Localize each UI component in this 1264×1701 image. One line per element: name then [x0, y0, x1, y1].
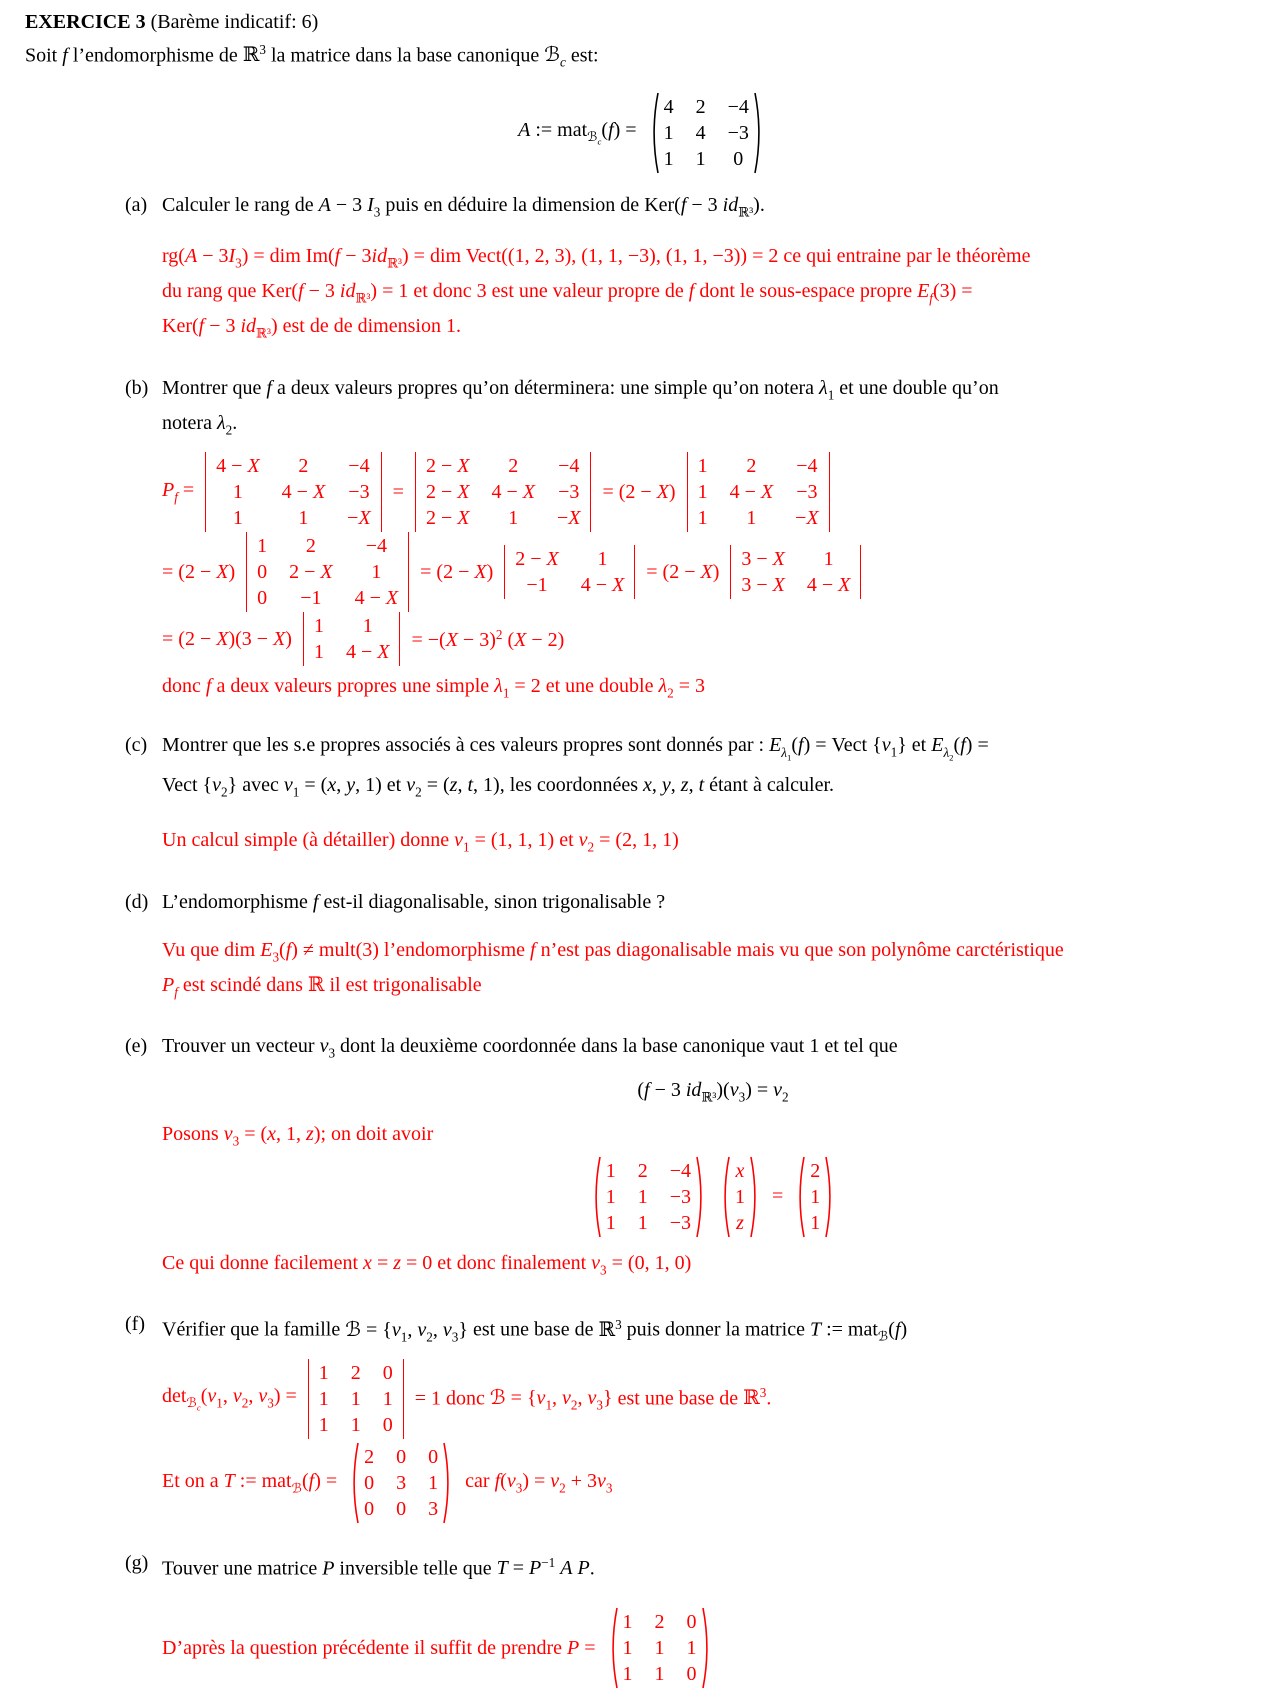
determinant-1: 4 − X 2 −4 1 4 − X −3 1 1 −X — [205, 452, 382, 532]
item-a — [125, 191, 1264, 348]
determinant-2: 2 − X 2 −4 2 − X 4 − X −3 2 − X 1 −X — [415, 452, 592, 532]
determinant-7: 1 1 1 4 − X — [303, 612, 401, 666]
item-a-question: Calculer le rang de A − 3 $I_3$ puis en déduire la dimension de Ker(f − 3 $id_{ℝ^3}$). — [162, 193, 765, 219]
item-d-question: L’endomorphisme f est-il diagonalisable, sinon trigonalisable ? — [162, 890, 666, 913]
item-a-answer-line-2: du rang que Ker(f − 3 $id_{ℝ^3}) = 1$ et donc 3 est une valeur propre de f dont le sous-espace propre $E_f(3)$ = — [162, 280, 973, 306]
item-d-answer-line-2: $P_f$ est scindé dans ℝ il est trigonalisable — [162, 973, 482, 1000]
matrix-t-lhs: Et on a T := mat$_ℬ$(f) = — [162, 1469, 343, 1495]
det-lhs: $\det_{ℬ_c}(v_1$, $v_2$, $v_3$) = — [162, 1384, 302, 1413]
determinant-3: 1 2 −4 1 4 − X −3 1 1 −X — [687, 452, 830, 532]
item-b-question-line-1: Montrer que f a deux valeurs propres qu’on déterminera: une simple qu’on notera $\lambda_1$ et une double qu’on — [162, 376, 999, 402]
equals-sign: = — [387, 480, 409, 503]
item-a-label: (a) — [125, 193, 148, 216]
matrix-a-lhs: A := mat$_{ℬ_c}$(f) = — [518, 118, 642, 147]
item-c-answer: Un calcul simple (à détailler) donne $v_1 = (1$, 1, 1) et $v_2 = (2$, 1, 1) — [162, 829, 679, 855]
item-g — [125, 1549, 1264, 1690]
item-c-question-line-2: Vect $\{v_2\}$ avec $v_1 = (x$, y, 1) et $v_2 = (z$, t, 1), les coordonnées x, y, z, t étant à calculer. — [162, 774, 835, 800]
matrix-p-lhs: D’après la question précédente il suffit de prendre P = — [162, 1636, 596, 1659]
determinant-6: 3 − X 1 3 − X 4 − X — [730, 545, 861, 599]
item-e-label: (e) — [125, 1035, 148, 1058]
equals-sign: = — [767, 1185, 789, 1208]
matrix-t-rhs: car $f(v_3) = v_2 + 3v_3$ — [460, 1469, 613, 1495]
char-poly-line-2 — [162, 532, 1264, 612]
char-poly-result: = $-(X - 3)^2$ (X − 2) — [411, 626, 565, 651]
item-f-answer — [162, 1359, 1264, 1525]
det-rhs: = 1 donc ℬ = {$v_1$, $v_2$, $v_3$} est une base de ℝ$^3$. — [409, 1384, 772, 1413]
matrix-a: 4 2 −4 1 4 −3 1 1 0 — [648, 91, 765, 175]
char-poly-line-1 — [162, 452, 1264, 532]
item-f-question: Vérifier que la famille ℬ = {$v_1$, $v_2$, $v_3$} est une base de ℝ$^3$ puis donner la matrice T := mat$_ℬ$(f) — [162, 1316, 908, 1344]
item-a-answer — [162, 242, 1264, 348]
matrix-vector-equation — [162, 1155, 1264, 1239]
item-g-label: (g) — [125, 1551, 149, 1574]
item-a-answer-line-3: Ker(f − 3 $id_{ℝ^3}$) est de de dimension 1. — [162, 315, 461, 341]
intro-line: Soit f l’endomorphisme de ℝ$^3$ la matrice dans la base canonique ℬ$_c$ est: — [25, 42, 599, 70]
matrix-a-equation — [25, 91, 1264, 175]
char-poly-lhs: $P_f$ = — [162, 478, 195, 505]
item-d — [125, 888, 1264, 1007]
item-f-label: (f) — [125, 1313, 145, 1336]
result-vector: 2 1 1 — [794, 1155, 836, 1239]
item-b-label: (b) — [125, 376, 149, 399]
base-determinant: 1 2 0 1 1 1 1 1 0 — [308, 1359, 404, 1439]
item-e-answer-line-2: Ce qui donne facilement x = z = 0 et donc finalement $v_3 = (0$, 1, 0) — [162, 1251, 692, 1278]
factor-2-minus-x: = (2 − X) — [162, 560, 236, 583]
factor-2-minus-x: = (2 − X) — [420, 560, 494, 583]
item-c-question-line-1: Montrer que les s.e propres associés à ces valeurs propres sont donnés par : $E_{\lambda_1}(f)$ = Vect $\{v_1\}$ et $E_{\lambda_2}(f)$ = — [162, 734, 989, 763]
item-e-question: Trouver un vecteur $v_3$ dont la deuxième coordonnée dans la base canonique vaut 1 et tel que — [162, 1035, 898, 1061]
coefficient-matrix: 1 2 −4 1 1 −3 1 1 −3 — [590, 1155, 707, 1239]
item-f — [125, 1310, 1264, 1525]
item-g-question: Touver une matrice P inversible telle que $T = P^{-1}$ A P. — [162, 1554, 595, 1580]
item-e-answer-line-1: Posons $v_3 = (x$, 1, z); on doit avoir — [162, 1122, 434, 1148]
item-c-label: (c) — [125, 734, 148, 757]
determinant-5: 2 − X 1 −1 4 − X — [504, 545, 635, 599]
item-c — [125, 731, 1264, 861]
item-a-answer-line-1: $rg(A - 3I_3)$ = dim $Im(f - 3id_{ℝ^3})$ = dim Vect((1, 2, 3), (1, 1, −3), (1, 1, −3)) = 2 ce qui entraine par le théorème — [162, 244, 1031, 271]
determinant-4: 1 2 −4 0 2 − X 1 0 −1 4 − X — [246, 532, 409, 612]
eigenvalues-conclusion: donc f a deux valeurs propres une simple $\lambda_1 = 2$ et une double $\lambda_2 = 3$ — [162, 675, 705, 701]
matrix-t: 2 0 0 0 3 1 0 0 3 — [348, 1441, 454, 1525]
factor-2-minus-x: = (2 − X) — [646, 560, 720, 583]
exercise-title: EXERCICE 3 (Barème indicatif: 6) — [25, 11, 319, 33]
item-g-answer — [162, 1606, 1264, 1690]
item-d-answer — [162, 936, 1264, 1007]
item-b-question-line-2: notera $\lambda_2$. — [162, 411, 238, 438]
base-determinant-line — [162, 1359, 1264, 1439]
factor-product: = (2 − X)(3 − X) — [162, 627, 292, 650]
char-poly-line-3 — [162, 612, 1264, 666]
vector-condition-equation: (f − 3 $id_{ℝ^3})(v_3) = v_2$ — [637, 1079, 789, 1105]
item-e-equation — [162, 1079, 1264, 1105]
unknown-vector: x 1 z — [719, 1155, 761, 1239]
item-d-label: (d) — [125, 890, 149, 913]
item-d-answer-line-1: Vu que dim $E_3(f)$ ≠ mult(3) l’endomorphisme f n’est pas diagonalisable mais vu que son polynôme carctéristique — [162, 938, 1064, 964]
item-e-answer — [162, 1120, 1264, 1285]
item-b — [125, 374, 1264, 708]
matrix-p: 1 2 0 1 1 1 1 1 0 — [607, 1606, 713, 1690]
item-b-answer — [162, 452, 1264, 707]
factor-2-minus-x: = (2 − X) — [602, 480, 676, 503]
matrix-t-line — [162, 1441, 1264, 1525]
item-e — [125, 1032, 1264, 1284]
